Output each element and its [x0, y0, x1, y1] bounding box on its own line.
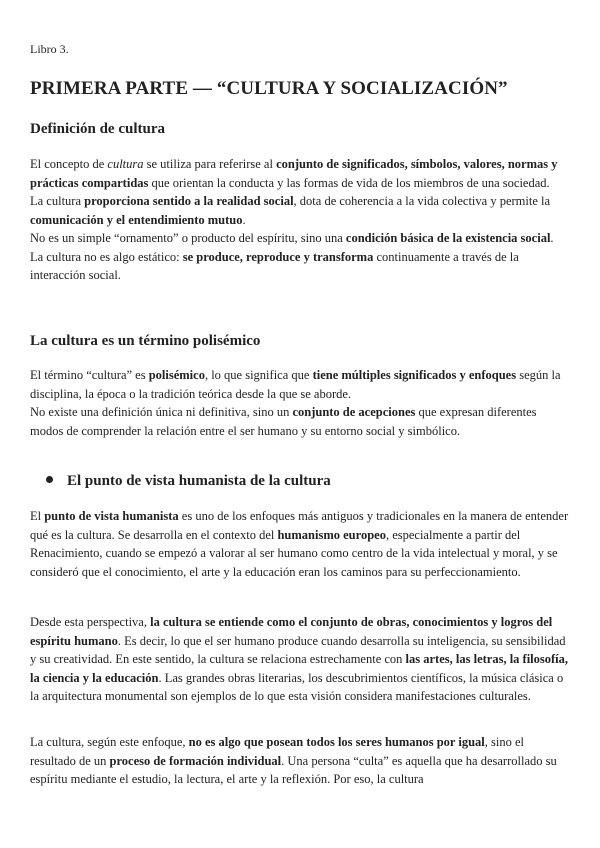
- paragraph-humanista-3: La cultura, según este enfoque, no es algo que posean todos los seres humanos por igual, sino el resultado de un proceso de formación individual. Una persona “culta” es aquella que ha desarrollado su espíritu mediante el estudio, la lectura, el arte y la reflexión. Por eso, la cultura: [30, 735, 557, 786]
- paragraph-humanista-1: El punto de vista humanista es uno de los enfoques más antiguos y tradicionales en la manera de entender qué es la cultura. Se desarrolla en el contexto del humanismo europeo, especialmente a partir del Renacimiento, cuando se empezó a valorar al ser humano como centro de la vida intelectual y moral, y se consideró que el conocimiento, el arte y la educación eran los caminos para su perfeccionamiento.: [30, 509, 569, 579]
- section-heading-definicion: Definición de cultura: [30, 121, 165, 137]
- book-label: Libro 3.: [30, 42, 69, 56]
- page-title: PRIMERA PARTE — “CULTURA Y SOCIALIZACIÓN”: [30, 78, 508, 99]
- paragraph-definicion: El concepto de cultura se utiliza para referirse al conjunto de significados, símbolos, valores, normas y prácticas compartidas que orientan la conducta y las formas de vida de los miembros de una sociedad. La cultura proporciona sentido a la realidad social, dota de coherencia a la vida colectiva y permite la comunicación y el entendimiento mutuo. No es un simple “ornamento” o producto del espíritu, sino una condición básica de la existencia social. La cultura no es algo estático: se produce, reproduce y transforma continuamente a través de la interacción social.: [30, 157, 558, 282]
- section-heading-humanista: El punto de vista humanista de la cultura: [46, 473, 331, 490]
- paragraph-humanista-2: Desde esta perspectiva, la cultura se entiende como el conjunto de obras, conocimientos y logros del espíritu humano. Es decir, lo que el ser humano produce cuando desarrolla su inteligencia, su sensibilidad y su creatividad. En este sentido, la cultura se relaciona estrechamente con las artes, las letras, la filosofía, la ciencia y la educación. Las grandes obras literarias, los descubrimientos científicos, la música clásica o la arquitectura monumental son ejemplos de lo que esta visión considera manifestaciones culturales.: [30, 615, 569, 703]
- section-heading-polisemico: La cultura es un término polisémico: [30, 333, 261, 349]
- bullet-icon: [46, 476, 53, 483]
- paragraph-polisemico: El término “cultura” es polisémico, lo que significa que tiene múltiples significados y enfoques según la disciplina, la época o la tradición teórica desde la que se aborde. No existe una definición única ni definitiva, sino un conjunto de acepciones que expresan diferentes modos de comprender la relación entre el ser humano y su entorno social y simbólico.: [30, 368, 561, 438]
